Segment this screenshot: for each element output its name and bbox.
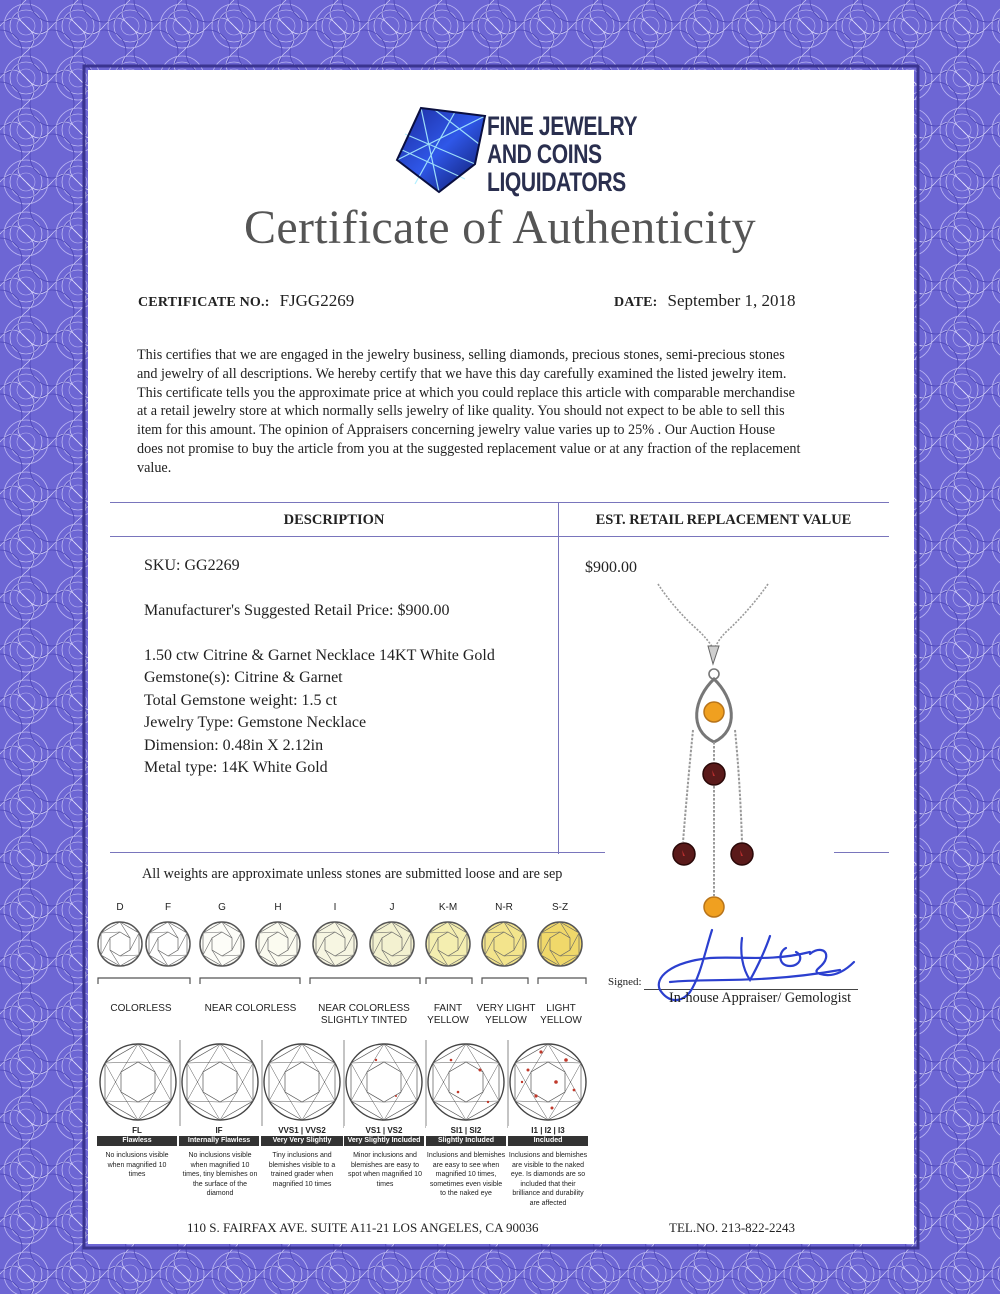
intro-line: and jewelry of all descriptions. We hereby certify that we have this day carefully examined the listed jewelry item.: [137, 365, 787, 382]
clarity-desc-line: blemishes visible to a: [268, 1161, 336, 1169]
clarity-name: Slightly Included: [426, 1136, 506, 1146]
color-category-line: FAINT: [433, 1003, 463, 1014]
clarity-name: Flawless: [97, 1136, 177, 1146]
clarity-description: [179, 1151, 261, 1199]
clarity-code: IF: [179, 1126, 259, 1136]
clarity-desc-line: Inclusions and blemishes: [508, 1152, 588, 1159]
color-category: [424, 1003, 472, 1027]
clarity-desc-line: No inclusions visible: [188, 1152, 252, 1159]
signed-label: Signed:: [608, 976, 642, 988]
clarity-name: Very Slightly Included: [344, 1136, 424, 1146]
table-bottom-rule: [834, 852, 889, 853]
clarity-desc-line: are easy to see when: [432, 1161, 500, 1169]
color-grade-label: F: [164, 902, 172, 913]
table-divider: [558, 502, 559, 854]
clarity-grade: [261, 1126, 343, 1154]
clarity-desc-line: times: [376, 1180, 394, 1188]
certificate-number-label: CERTIFICATE NO.:: [138, 295, 270, 310]
clarity-desc-line: magnified 10 times: [272, 1180, 332, 1188]
table-header-rule: [110, 536, 889, 537]
color-category-line: NEAR COLORLESS: [318, 1003, 410, 1014]
color-category: [96, 1003, 186, 1015]
clarity-desc-line: when magnified 10: [107, 1161, 167, 1169]
clarity-desc-line: brilliance and durability: [512, 1190, 584, 1197]
retail-value: $900.00: [585, 559, 637, 576]
clarity-desc-line: when magnified 10: [190, 1161, 250, 1169]
clarity-desc-line: blemishes are easy to: [350, 1161, 420, 1169]
detail-line: Dimension: 0.48in X 2.12in: [144, 736, 324, 754]
clarity-desc-line: are affected: [529, 1199, 567, 1207]
color-grade-label: H: [274, 902, 282, 913]
clarity-code: SI1 | SI2: [426, 1126, 506, 1136]
color-category-line: YELLOW: [427, 1015, 469, 1026]
clarity-grade: [344, 1126, 424, 1146]
color-category: [536, 1003, 586, 1027]
signature-title: In-house Appraiser/ Gemologist: [669, 990, 852, 1006]
color-category-line: SLIGHTLY TINTED: [320, 1015, 408, 1026]
sku: SKU: GG2269: [144, 557, 240, 574]
clarity-name: Internally Flawless: [179, 1136, 259, 1146]
page-title: Certificate of Authenticity: [244, 201, 756, 254]
clarity-desc-line: times: [128, 1171, 146, 1178]
clarity-desc-line: spot when magnified 10: [348, 1171, 422, 1178]
gem-logo-icon: [395, 104, 487, 194]
certificate-number: FJGG2269: [279, 291, 355, 310]
clarity-name: Included: [508, 1136, 588, 1146]
clarity-name: Very Very Slightly Included: [261, 1136, 343, 1146]
clarity-desc-line: Minor inclusions and: [353, 1152, 417, 1159]
color-category-line: YELLOW: [485, 1015, 527, 1026]
clarity-diamonds: [96, 1030, 596, 1136]
intro-line: This certifies that we are engaged in the jewelry business, selling diamonds, precious stones, semi-precious stones: [137, 347, 785, 363]
clarity-description: [344, 1151, 426, 1189]
clarity-code: VVS1 | VVS2: [261, 1126, 343, 1136]
brand-line-2: AND COINS: [487, 139, 602, 169]
clarity-description: [506, 1151, 590, 1208]
clarity-desc-line: Tiny inclusions and: [272, 1152, 332, 1159]
clarity-desc-line: magnified 10 times,: [435, 1171, 497, 1178]
clarity-desc-line: trained grader when: [270, 1171, 334, 1178]
color-category: [308, 1003, 420, 1027]
weights-note: All weights are approximate unless stones are submitted loose and are sep: [142, 866, 563, 882]
clarity-desc-line: included that their: [520, 1180, 576, 1188]
clarity-desc-line: the surface of the: [192, 1180, 248, 1188]
clarity-desc-line: to the naked eye: [440, 1190, 492, 1197]
color-category-line: YELLOW: [540, 1015, 582, 1026]
clarity-desc-line: times, tiny blemishes on: [182, 1171, 258, 1178]
color-grade-label: D: [116, 902, 124, 913]
detail-line: Jewelry Type: Gemstone Necklace: [144, 714, 367, 732]
intro-line: item for this amount. The opinion of Appraisers concerning jewelry value varies up to 25% . Our Auction House: [137, 422, 776, 439]
clarity-grade: [426, 1126, 506, 1146]
intro-paragraph: [137, 346, 897, 478]
color-diamonds: [90, 916, 600, 996]
msrp: Manufacturer's Suggested Retail Price: $900.00: [144, 602, 450, 619]
footer-address: 110 S. FAIRFAX AVE. SUITE A11-21 LOS ANGELES, CA 90036: [187, 1220, 539, 1235]
clarity-desc-line: diamond: [206, 1190, 234, 1197]
color-grade-label: I: [333, 902, 337, 913]
color-grade-label: S-Z: [551, 902, 569, 913]
clarity-code: FL: [97, 1126, 177, 1136]
clarity-desc-line: No inclusions visible: [105, 1152, 169, 1159]
value-header: EST. RETAIL REPLACEMENT VALUE: [595, 512, 852, 528]
clarity-desc-line: sometimes even visible: [429, 1180, 503, 1188]
detail-line: Gemstone(s): Citrine & Garnet: [144, 669, 343, 687]
clarity-description: [261, 1151, 343, 1189]
intro-line: at a retail jewelry store at which normally sells jewelry of like quality. You should not expect to be able to sell this: [137, 403, 785, 420]
brand-line-3: LIQUIDATORS: [487, 167, 626, 197]
description-cell: [144, 555, 554, 785]
clarity-desc-line: Inclusions and blemishes: [426, 1152, 506, 1159]
color-grade-label: K-M: [438, 902, 458, 913]
brand-line-1: FINE JEWELRY: [487, 111, 638, 141]
table-bottom-rule: [110, 852, 605, 853]
clarity-code: VS1 | VS2: [344, 1126, 424, 1136]
clarity-code: I1 | I2 | I3: [508, 1126, 588, 1136]
intro-line: value.: [137, 459, 172, 476]
intro-line: This certificate tells you the approximate price at which you could replace this article with comparable merchandise: [137, 384, 795, 401]
clarity-grade: [508, 1126, 588, 1146]
date-label: DATE:: [614, 295, 658, 310]
color-category: [198, 1003, 303, 1015]
detail-line: 1.50 ctw Citrine & Garnet Necklace 14KT White Gold: [144, 647, 495, 664]
footer-phone: TEL.NO. 213-822-2243: [669, 1220, 796, 1235]
color-grade-label: J: [389, 902, 395, 913]
necklace-photo: [600, 580, 835, 930]
clarity-grade: [97, 1126, 177, 1146]
color-grade-label: N-R: [495, 902, 513, 913]
color-grade-label: G: [218, 902, 226, 913]
intro-line: does not promise to buy the article from you at the suggested replacement value or at any fraction of the replacement: [137, 440, 801, 457]
description-header: DESCRIPTION: [283, 512, 385, 528]
color-category-line: VERY LIGHT: [476, 1003, 536, 1014]
detail-line: Total Gemstone weight: 1.5 ct: [144, 691, 338, 709]
detail-line: Metal type: 14K White Gold: [144, 759, 328, 776]
clarity-description: [97, 1151, 177, 1180]
color-category-line: COLORLESS: [110, 1003, 172, 1014]
clarity-desc-line: are visible to the naked: [512, 1161, 584, 1169]
table-top-rule: [110, 502, 889, 503]
color-category-line: NEAR COLORLESS: [204, 1003, 297, 1014]
color-category-line: LIGHT: [546, 1003, 576, 1014]
clarity-grade: [179, 1126, 259, 1146]
clarity-desc-line: eye. Is diamonds are so: [510, 1171, 586, 1178]
clarity-description: [424, 1151, 508, 1199]
certificate-date: September 1, 2018: [667, 291, 796, 310]
color-category: [476, 1003, 536, 1027]
